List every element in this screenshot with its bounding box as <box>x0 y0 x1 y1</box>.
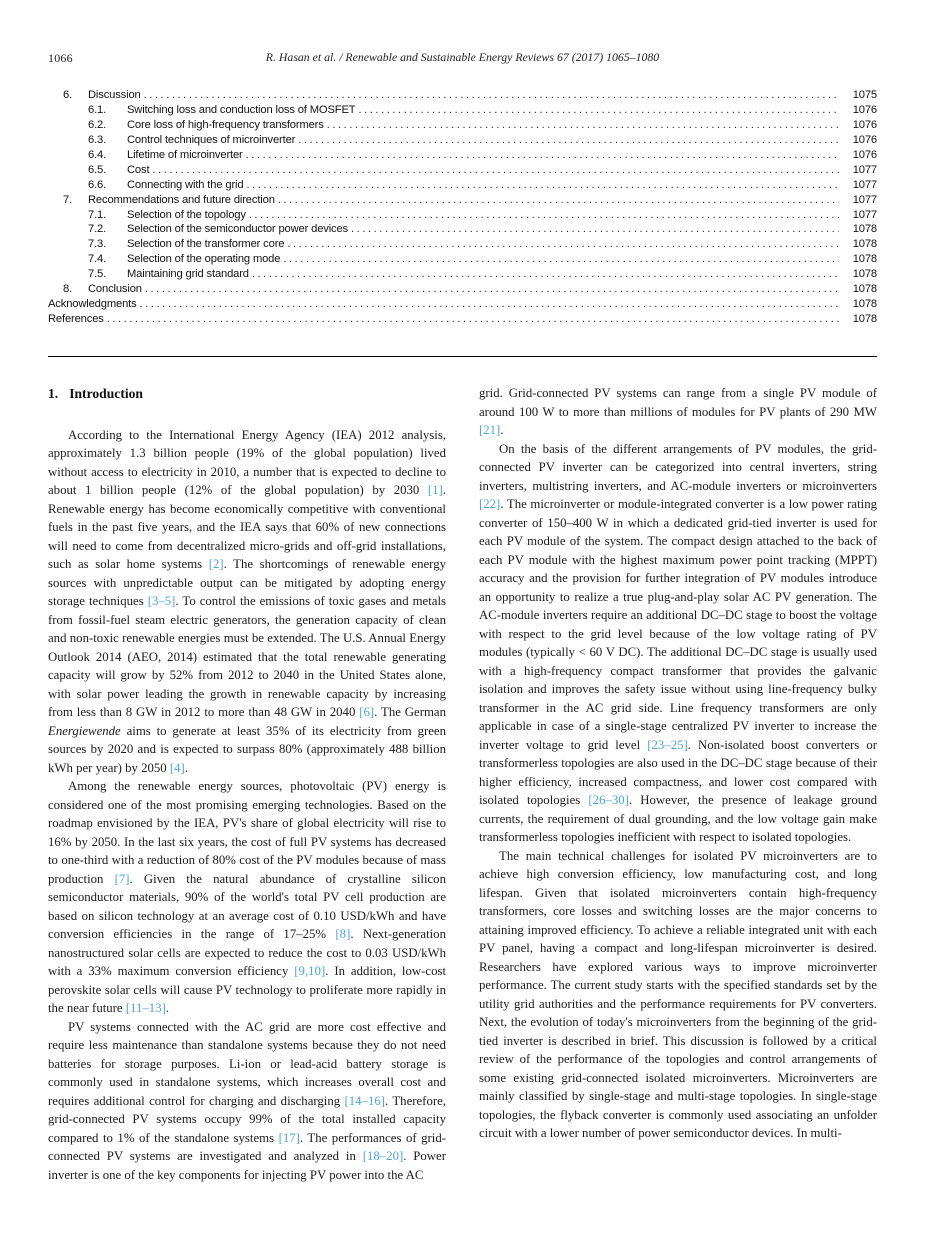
text-run: . To control the emissions of toxic gases and metals from fossil-fuel steam electric generators, the generation capacity of clean and non-toxic renewable energies must be extended. The U.S. Annual Energy Outlook 2014 (AEO, 2014) estimated that the total renewable generating capacity will grow by 52% from 2012 to 2040 in the United States alone, with solar power leading the growth in renewable capacity by increasing from less than 8 GW in 2012 to more than 48 GW in 2040 <box>48 594 447 719</box>
citation-link[interactable]: [2] <box>208 557 224 571</box>
toc-entry-number: 7.3. <box>88 238 107 251</box>
toc-entry-number: 6.6. <box>88 178 107 191</box>
toc-entry-page: 1078 <box>852 223 877 236</box>
toc-entry-page: 1077 <box>852 193 877 206</box>
citation-link[interactable]: [11–13] <box>125 1001 166 1015</box>
text-run: On the basis of the different arrangements of PV modules, the grid-connected PV inverter can be categorized into central inverters, string inverters, multistring inverters, and AC-module inverters or microinverters <box>479 441 877 493</box>
text-run: grid. Grid-connected PV systems can range from a single PV module of around 100 W to more than millions of modules for PV plants of 290 MW <box>479 386 877 419</box>
text-run: According to the International Energy Agency (IEA) 2012 analysis, approximately 1.3 billion people (19% of the global population) lived without access to electricity in 2010, a number that is expected to decline to about 1 billion people (12% of the global population) by 2030 <box>48 427 446 497</box>
text-run: . <box>184 760 189 775</box>
toc-dot-leader <box>144 88 839 103</box>
paragraph <box>48 777 446 1018</box>
toc-entry-title: Selection of the transformer core <box>127 238 285 251</box>
toc-entry-number: 7.2. <box>88 223 107 236</box>
table-of-contents <box>48 88 877 327</box>
toc-entry[interactable] <box>48 148 877 163</box>
toc-entry[interactable] <box>48 222 877 237</box>
toc-entry-title: Discussion <box>88 89 141 101</box>
toc-entry-page: 1078 <box>852 238 877 251</box>
paragraph <box>479 847 877 1143</box>
toc-entry[interactable] <box>48 103 877 118</box>
toc-entry-title: Selection of the operating mode <box>127 253 281 266</box>
toc-entry-number: 6. <box>63 89 73 101</box>
paragraph <box>479 384 877 440</box>
text-run: . The German <box>374 705 447 719</box>
text-run: PV systems connected with the AC grid are more cost effective and require less maintenance than standalone systems because they do not need batteries for storage purposes. Li-ion or lead-acid battery storage is commonly used in standalone systems, which increases overall cost and requires additional control for charging and discharging <box>48 1019 446 1108</box>
text-run: . The performances of grid-connected PV systems are investigated and analyzed in <box>48 1130 446 1163</box>
toc-dot-leader <box>145 282 839 297</box>
paragraph <box>48 1018 446 1185</box>
running-header <box>48 50 877 66</box>
citation-link[interactable]: [21] <box>479 423 501 437</box>
toc-entry-page: 1077 <box>852 208 877 221</box>
toc-entry-page: 1077 <box>852 163 877 176</box>
toc-entry[interactable] <box>48 297 877 312</box>
toc-dot-leader <box>140 297 839 312</box>
text-run: . However, the presence of leakage ground currents, the requirement of dual grounding, and the low voltage gain make transformerless topologies inefficient with respect to isolated topologies. <box>479 793 877 844</box>
toc-entry-title: Switching loss and conduction loss of MOSFET <box>127 103 356 116</box>
toc-entry[interactable] <box>48 312 877 327</box>
toc-dot-leader <box>351 222 839 237</box>
toc-entry-title: Recommendations and future direction <box>88 193 275 206</box>
text-run: . The shortcomings of renewable energy sources with unpredictable output can be mitigated by adopting energy storage techniques <box>48 557 447 608</box>
citation-link[interactable]: [8] <box>335 927 351 941</box>
paragraph <box>48 426 446 778</box>
toc-dot-leader <box>246 178 839 193</box>
toc-entry[interactable] <box>48 163 877 178</box>
citation-link[interactable]: [17] <box>278 1130 300 1145</box>
toc-entry-page: 1078 <box>852 298 877 311</box>
toc-dot-leader <box>283 252 839 267</box>
toc-entry[interactable] <box>48 193 877 208</box>
text-run: . <box>165 1001 170 1015</box>
text-run: . Next-generation nanostructured solar cells are expected to reduce the cost to 0.03 USD/kWh with a 33% maximum conversion efficiency <box>48 927 446 978</box>
text-run: . In addition, low-cost perovskite solar cells will cause PV technology to proliferate more rapidly in the near future <box>48 964 447 1015</box>
paragraph <box>479 440 877 847</box>
citation-link[interactable]: [3–5] <box>147 594 176 608</box>
toc-entry-number: 6.5. <box>88 163 107 176</box>
toc-entry[interactable] <box>48 133 877 148</box>
toc-entry[interactable] <box>48 267 877 282</box>
toc-entry[interactable] <box>48 88 877 103</box>
citation-link[interactable]: [1] <box>427 483 443 497</box>
citation-link[interactable]: [7] <box>114 871 130 886</box>
toc-entry-number: 6.4. <box>88 148 107 161</box>
toc-dot-leader <box>358 103 839 118</box>
citation-link[interactable]: [22] <box>479 497 501 511</box>
text-run: aims to generate at least 35% of its electricity from green sources by 2020 and is expected to surpass 80% (approximately 488 billion kWh per year) by 2050 <box>48 723 446 775</box>
toc-dot-leader <box>246 148 839 163</box>
toc-entry-number: 6.3. <box>88 133 107 146</box>
toc-entry-number: 7.4. <box>88 253 107 266</box>
section-heading <box>48 385 446 404</box>
running-title: R. Hasan et al. / Renewable and Sustainable Energy Reviews 67 (2017) 1065–1080 <box>265 50 660 64</box>
toc-entry[interactable] <box>48 282 877 297</box>
toc-dot-leader <box>152 163 839 178</box>
toc-entry-page: 1075 <box>852 89 877 101</box>
toc-entry-page: 1078 <box>852 283 877 296</box>
toc-entry-number: 8. <box>63 283 73 296</box>
toc-entry-title: Core loss of high-frequency transformers <box>127 118 324 131</box>
toc-dot-leader <box>107 312 839 327</box>
divider-rule <box>48 356 877 357</box>
toc-entry-page: 1078 <box>852 313 877 326</box>
citation-link[interactable]: [6] <box>359 705 375 719</box>
toc-dot-leader <box>252 267 839 282</box>
toc-entry-number: 7.5. <box>88 268 107 281</box>
toc-entry-title: Selection of the semiconductor power devices <box>127 223 349 236</box>
text-run: Among the renewable energy sources, photovoltaic (PV) energy is considered one of the most promising emerging technologies. Based on the roadmap envisioned by the IEA, PV's share of global electricity will rise to 16% by 2050. In the last six years, the cost of full PV systems has decreased to one-third with a reduction of 80% cost of the PV modules because of mass production <box>48 779 446 886</box>
toc-entry[interactable] <box>48 178 877 193</box>
toc-entry-title: Lifetime of microinverter <box>127 148 243 161</box>
text-run: . Renewable energy has become economically competitive with conventional fuels in the past five years, and the IEA says that 60% of new connections will need to come from decentralized micro-grids and off-grid installations, such as solar home systems <box>48 483 446 571</box>
page-number: 1066 <box>48 51 73 65</box>
toc-entry-title: Control techniques of microinverter <box>127 133 296 146</box>
text-run: . Power inverter is one of the key components for injecting PV power into the AC <box>48 1149 446 1182</box>
toc-dot-leader <box>298 133 839 148</box>
toc-entry-number: 7. <box>63 193 73 206</box>
toc-entry-title: Conclusion <box>88 283 142 296</box>
toc-entry-page: 1076 <box>852 103 877 116</box>
toc-entry[interactable] <box>48 237 877 252</box>
toc-entry-number: 6.1. <box>88 103 107 116</box>
italic-term: Energiewende <box>48 723 121 738</box>
text-run: . Therefore, grid-connected PV systems occupy 99% of the total installed capacity compared to 1% of the standalone systems <box>48 1093 446 1145</box>
text-run: The main technical challenges for isolated PV microinverters are to achieve high conversion efficiency, low manufacturing cost, and long lifespan. Given that isolated microinverters contain high-frequency transformers, core losses and switching losses are the major concerns to attaining improved efficiency. To achieve a reliable integrated unit with each PV panel, having a compact and long-lifespan microinverter is desired. Researchers have explored various ways to improve microinverter performance. The current study starts with the specified standards set by the utility grid authorities and the performance requirements for PV converters. Next, the evolution of today's microinverters from the beginning of the grid-tied inverter is described in brief. This discussion is followed by a critical review of the performance of the topologies and control arrangements of some existing grid-connected isolated microinverters. Microinverters are mainly classified by single-stage and multi-stage topologies. In single-stage topologies, the flyback converter is commonly used associating an unfolder circuit with a lower number of power semiconductor devices. In multi- <box>479 848 877 1140</box>
article-body <box>48 384 877 1184</box>
toc-dot-leader <box>327 118 839 133</box>
toc-entry-page: 1076 <box>852 118 877 131</box>
citation-link[interactable]: [9,10] <box>294 964 326 978</box>
toc-dot-leader <box>287 237 839 252</box>
section-title: Introduction <box>69 386 143 401</box>
citation-link[interactable]: [4] <box>169 760 185 775</box>
right-column <box>479 384 877 1184</box>
citation-link[interactable]: [18–20] <box>362 1149 404 1163</box>
toc-entry-page: 1078 <box>852 253 877 266</box>
toc-entry[interactable] <box>48 118 877 133</box>
toc-entry-page: 1076 <box>852 133 877 146</box>
toc-entry-page: 1077 <box>852 178 877 191</box>
toc-entry-title: Selection of the topology <box>127 208 246 221</box>
citation-link[interactable]: [23–25] <box>647 737 688 752</box>
toc-dot-leader <box>278 193 839 208</box>
toc-entry-title: Connecting with the grid <box>127 178 244 191</box>
toc-entry-page: 1076 <box>852 148 877 161</box>
toc-dot-leader <box>249 208 839 223</box>
toc-entry-number: 7.1. <box>88 208 107 221</box>
toc-entry[interactable] <box>48 252 877 267</box>
toc-entry[interactable] <box>48 208 877 223</box>
toc-entry-title: Acknowledgments <box>48 298 137 311</box>
toc-entry-page: 1078 <box>852 268 877 281</box>
toc-entry-number: 6.2. <box>88 118 107 131</box>
toc-entry-title: References <box>48 313 104 326</box>
citation-link[interactable]: [26–30] <box>588 793 629 807</box>
citation-link[interactable]: [14–16] <box>344 1093 386 1108</box>
left-column <box>48 384 446 1184</box>
toc-entry-title: Maintaining grid standard <box>127 268 249 281</box>
text-run: . Non-isolated boost converters or transformerless topologies are also used in the DC–DC stage because of their higher efficiency, increased compactness, and lower cost compared with isolated topologies <box>479 737 877 807</box>
section-number: 1. <box>48 386 59 401</box>
toc-entry-title: Cost <box>127 163 150 176</box>
text-run: . <box>500 423 504 437</box>
text-run: . The microinverter or module-integrated converter is a low power rating converter of 150–400 W in which a dedicated grid-tied inverter is used for each PV module of the system. The compact design attached to the back of each PV module with the highest maximum power point tracking (MPPT) accuracy and the provision for further integration of PV modules introduce an opportunity to realize a true plug-and-play solar AC PV generation. The AC-module inverters require an additional DC–DC stage to boost the voltage with respect to the grid level because of the low voltage rating of PV modules (typically < 60 V DC). The additional DC–DC stage is usually used with a high-frequency compact transformer that provides the galvanic isolation and improves the safety issue without using line-frequency bulky transformer in the AC grid side. Line frequency transformers are only applicable in case of a single-stage centralized PV inverter to increase the inverter voltage to grid level <box>479 497 877 752</box>
text-run: . Given the natural abundance of crystalline silicon semiconductor materials, 90% of the world's total PV cell production are based on silicon technology at an average cost of 0.10 USD/kWh and have conversion efficiencies in the range of 17–25% <box>48 871 446 941</box>
